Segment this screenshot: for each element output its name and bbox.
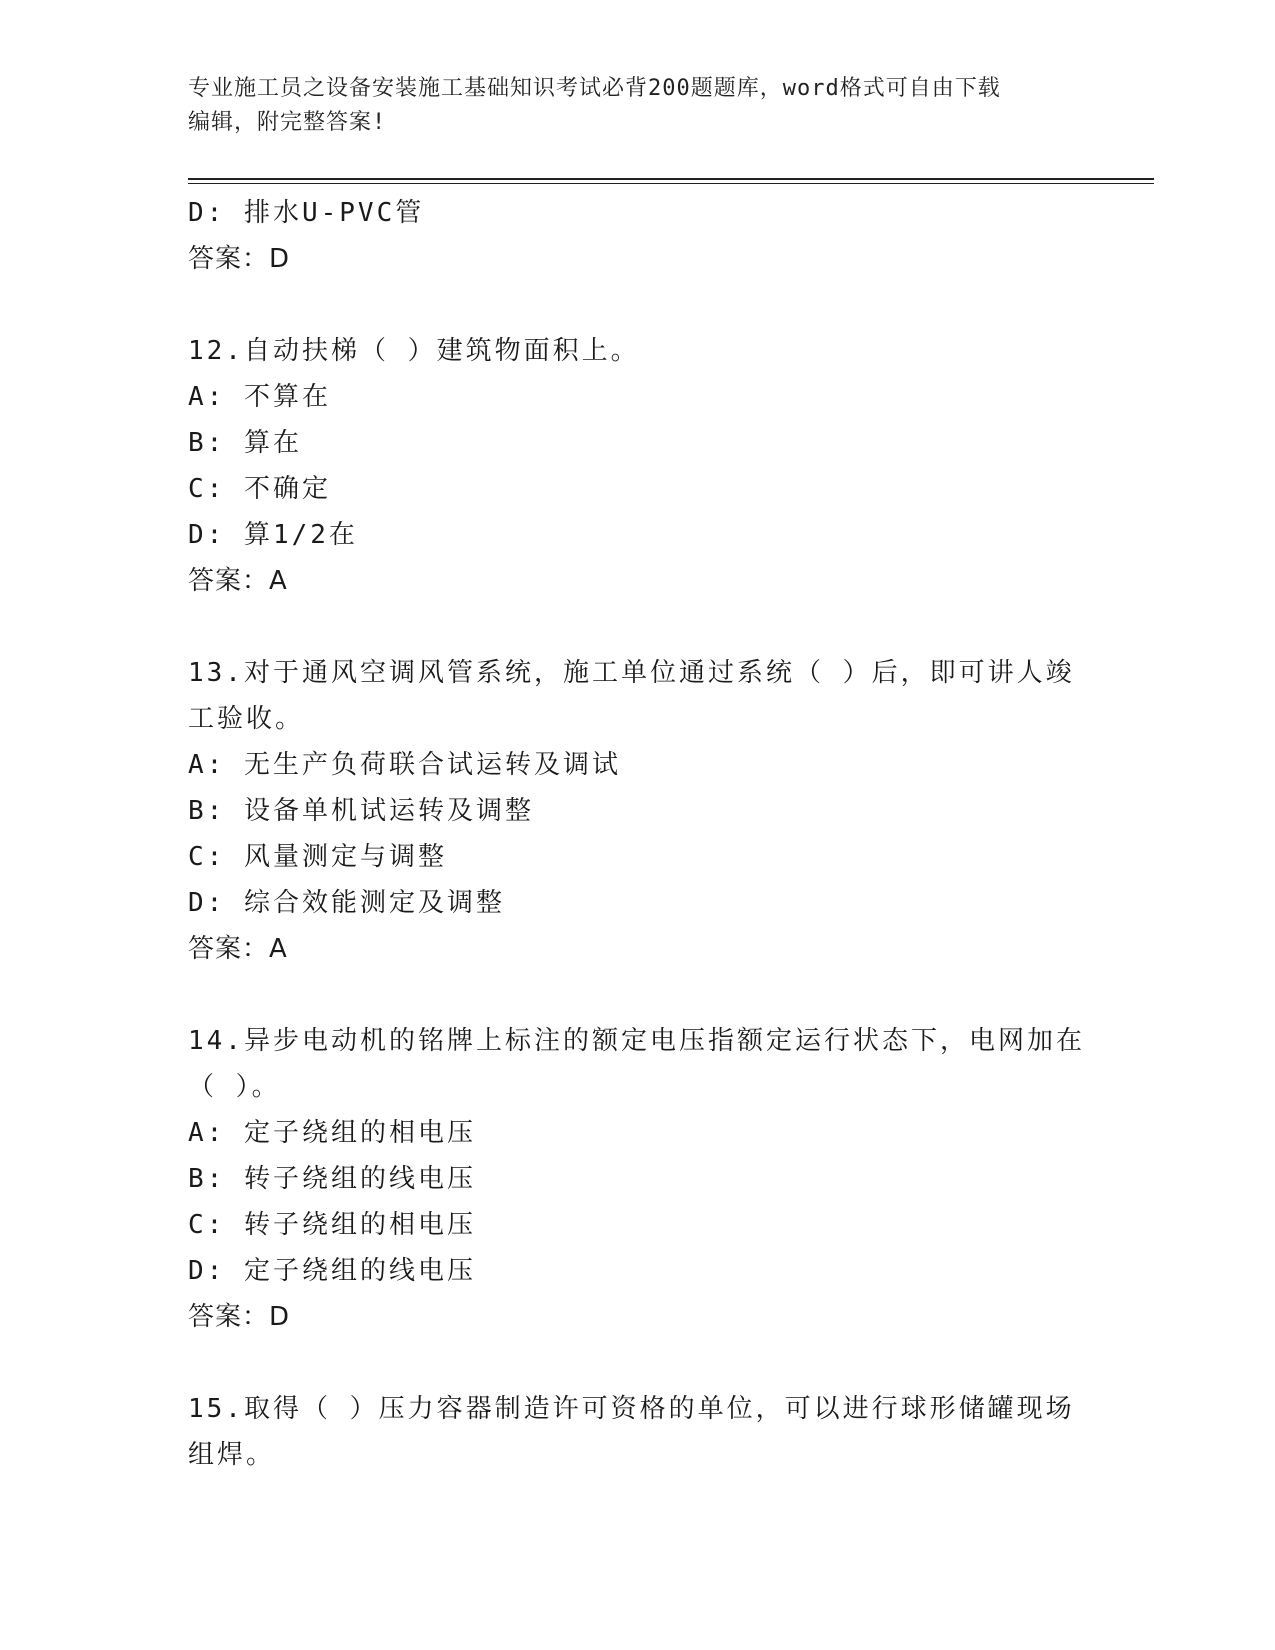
question-stem: 15.取得（ ）压力容器制造许可资格的单位，可以进行球形储罐现场	[188, 1394, 1075, 1424]
option-a: A: 定子绕组的相电压	[188, 1118, 476, 1148]
question-stem-continuation: （ ）。	[188, 1072, 281, 1102]
question-stem: 14.异步电动机的铭牌上标注的额定电压指额定运行状态下，电网加在	[188, 1026, 1085, 1056]
option-a: A: 不算在	[188, 382, 331, 412]
option-b: B: 转子绕组的线电压	[188, 1164, 476, 1194]
answer: 答案：D	[188, 1302, 291, 1332]
document-header	[188, 72, 1088, 140]
header-divider-thin	[188, 183, 1154, 184]
question-stem: 12.自动扶梯（ ）建筑物面积上。	[188, 336, 640, 366]
spacer	[188, 604, 1088, 650]
option-b: B: 设备单机试运转及调整	[188, 796, 534, 826]
option-b: B: 算在	[188, 428, 302, 458]
answer: 答案：A	[188, 566, 288, 596]
answer: 答案：A	[188, 934, 288, 964]
header-line-2: 编辑，附完整答案!	[188, 110, 387, 135]
option-d: D: 综合效能测定及调整	[188, 888, 505, 918]
question-stem-continuation: 组焊。	[188, 1440, 276, 1470]
document-body	[188, 190, 1088, 1478]
option-c: C: 不确定	[188, 474, 331, 504]
option-d: D: 算1/2在	[188, 520, 358, 550]
spacer	[188, 1340, 1088, 1386]
option-c: C: 转子绕组的相电压	[188, 1210, 476, 1240]
option-d: D: 排水U-PVC管	[188, 198, 425, 228]
question-stem: 13.对于通风空调风管系统，施工单位通过系统（ ）后，即可讲人竣	[188, 658, 1075, 688]
header-line-1: 专业施工员之设备安装施工基础知识考试必背200题题库，word格式可自由下载	[188, 76, 1001, 101]
spacer	[188, 282, 1088, 328]
option-a: A: 无生产负荷联合试运转及调试	[188, 750, 621, 780]
option-c: C: 风量测定与调整	[188, 842, 447, 872]
answer: 答案：D	[188, 244, 291, 274]
spacer	[188, 972, 1088, 1018]
option-d: D: 定子绕组的线电压	[188, 1256, 476, 1286]
question-stem-continuation: 工验收。	[188, 704, 305, 734]
header-divider-thick	[188, 178, 1154, 180]
